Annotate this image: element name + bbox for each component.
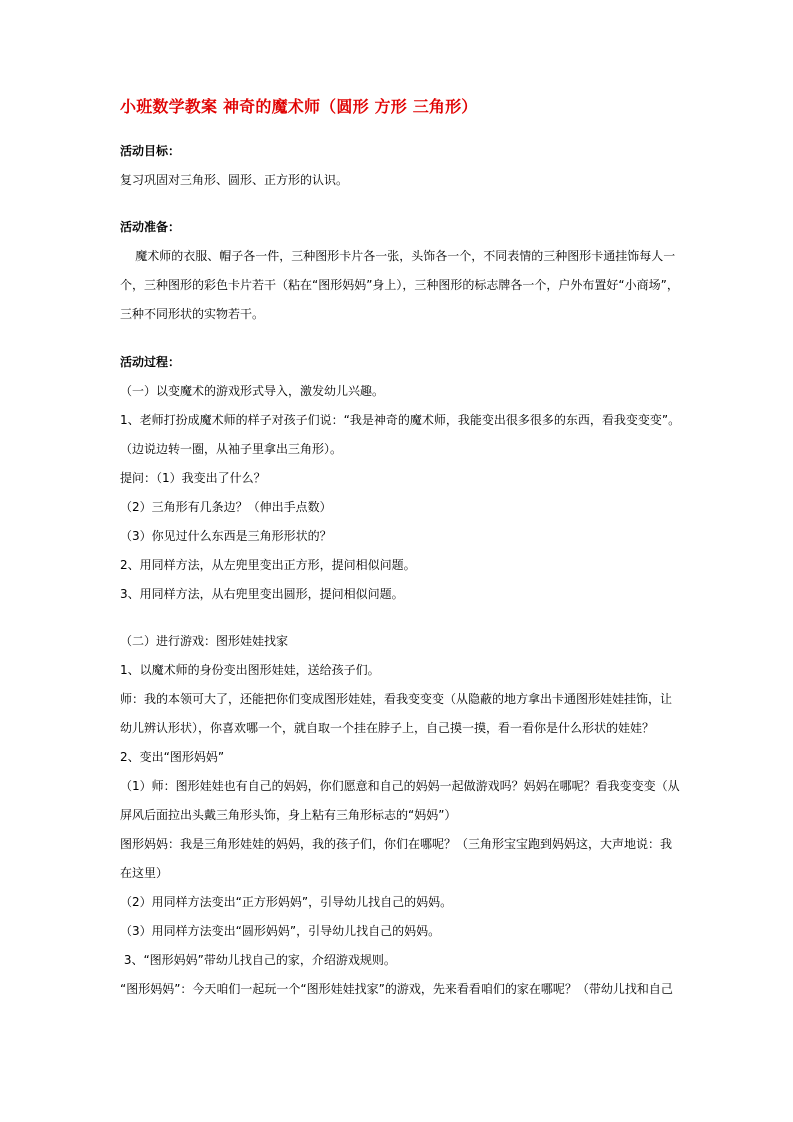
process-line: 屏风后面拉出头戴三角形头饰，身上粘有三角形标志的“妈妈”） (120, 808, 457, 822)
process-line: （1）师：图形娃娃也有自己的妈妈，你们愿意和自己的妈妈一起做游戏吗？妈妈在哪呢？看我变变变（从 (120, 779, 680, 793)
process-heading: 活动过程： (120, 355, 181, 369)
prep-line: 三种不同形状的实物若干。 (120, 307, 265, 321)
goal-heading: 活动目标： (120, 144, 181, 158)
process-line: 1、以魔术师的身份变出图形娃娃，送给孩子们。 (120, 663, 380, 677)
process-line: （一）以变魔术的游戏形式导入，激发幼儿兴趣。 (120, 384, 385, 398)
process-line: 2、用同样方法，从左兜里变出正方形，提问相似问题。 (120, 558, 416, 572)
goal-text: 复习巩固对三角形、圆形、正方形的认识。 (120, 173, 349, 187)
process-line: 幼儿辨认形状），你喜欢哪一个，就自取一个挂在脖子上，自己摸一摸，看一看你是什么形状的娃娃？ (120, 721, 655, 735)
process-line: 师：我的本领可大了，还能把你们变成图形娃娃，看我变变变（从隐蔽的地方拿出卡通图形娃娃挂饰，让 (120, 692, 673, 706)
process-line: （3）用同样方法变出“圆形妈妈”，引导幼儿找自己的妈妈。 (120, 924, 441, 938)
process-line: 3、“图形妈妈”带幼儿找自己的家，介绍游戏规则。 (120, 953, 396, 967)
prep-line: 魔术师的衣服、帽子各一件，三种图形卡片各一张，头饰各一个，不同表情的三种图形卡通挂饰每人一 (120, 249, 676, 263)
process-line: （2）三角形有几条边？（伸出手点数） (120, 500, 332, 514)
page-title: 小班数学教案 神奇的魔术师（圆形 方形 三角形） (120, 97, 478, 116)
process-line: 2、变出“图形妈妈” (120, 750, 225, 764)
process-line: “图形妈妈”：今天咱们一起玩一个“图形娃娃找家”的游戏，先来看看咱们的家在哪呢？（带幼儿找和自己 (120, 982, 673, 996)
prep-heading: 活动准备： (120, 220, 181, 234)
process-line: （2）用同样方法变出“正方形妈妈”，引导幼儿找自己的妈妈。 (120, 895, 453, 909)
process-line: 提问：（1）我变出了什么？ (120, 471, 266, 485)
process-line: （3）你见过什么东西是三角形形状的？ (120, 529, 332, 543)
process-line: 1、老师打扮成魔术师的样子对孩子们说：“我是神奇的魔术师，我能变出很多很多的东西，看我变变变”。 (120, 413, 681, 427)
prep-line: 个，三种图形的彩色卡片若干（粘在“图形妈妈”身上），三种图形的标志牌各一个，户外布置好“小商场”， (120, 278, 679, 292)
process-line: 图形妈妈：我是三角形娃娃的妈妈，我的孩子们，你们在哪呢？（三角形宝宝跑到妈妈这，大声地说：我 (120, 837, 673, 851)
process-line: 在这里） (120, 866, 169, 880)
process-line: （二）进行游戏：图形娃娃找家 (120, 634, 289, 648)
process-line: 3、用同样方法，从右兜里变出圆形，提问相似问题。 (120, 587, 404, 601)
process-line: （边说边转一圈，从袖子里拿出三角形）。 (120, 442, 343, 456)
